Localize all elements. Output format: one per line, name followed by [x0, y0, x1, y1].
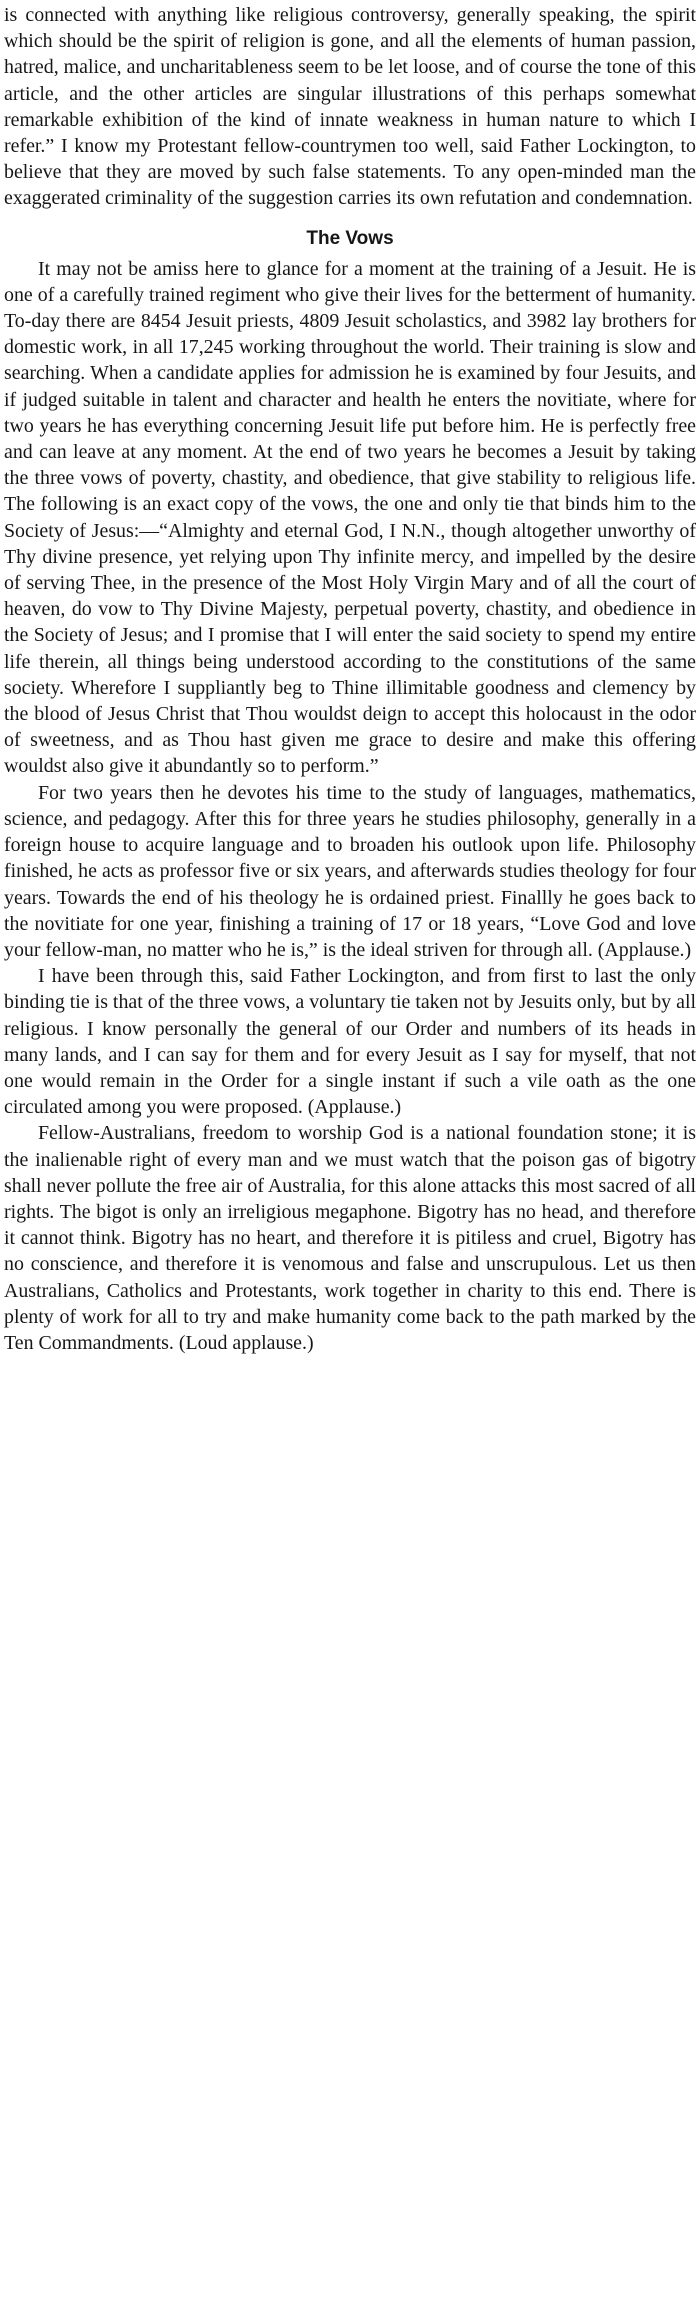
- paragraph-vows: It may not be amiss here to glance for a moment at the training of a Jesuit. He is one of a carefully trained regiment who give their lives for the betterment of humanity. To-day there are 8454 Jesuit priests, 4809 Jesuit scholastics, and 3982 lay brothers for domestic work, in all 17,245 working throughout the world. Their training is slow and searching. When a candidate applies for admission he is examined by four Jesuits, and if judged suitable in talent and character and health he enters the novitiate, where for two years he has everything concerning Jesuit life put before him. He is perfectly free and can leave at any moment. At the end of two years he becomes a Jesuit by taking the three vows of poverty, chastity, and obedience, that give stability to religious life. The following is an exact copy of the vows, the one and only tie that binds him to the Society of Jesus:—“Almighty and eternal God, I N.N., though altogether unworthy of Thy divine presence, yet relying upon Thy infinite mercy, and impelled by the desire of serving Thee, in the presence of the Most Holy Virgin Mary and of all the court of heaven, do vow to Thy Divine Majesty, perpetual poverty, chastity, and obedience in the Society of Jesus; and I promise that I will enter the said society to spend my entire life therein, all things being understood according to the constitutions of the same society. Wherefore I suppliantly beg to Thine illimitable goodness and clemency by the blood of Jesus Christ that Thou wouldst deign to accept this holocaust in the odor of sweetness, and as Thou hast given me grace to desire and make this offering wouldst also give it abundantly so to perform.”: [4, 257, 696, 778]
- paragraph-fellow-australians: Fellow-Australians, freedom to worship God is a national foundation stone; it is the inalienable right of every man and we must watch that the poison gas of bigotry shall never pollute the free air of Australia, for this alone attacks this most sacred of all rights. The bigot is only an irreligious megaphone. Bigotry has no head, and therefore it cannot think. Bigotry has no heart, and therefore it is pitiless and cruel, Bigotry has no conscience, and therefore it is venomous and false and unscrupulous. Let us then Australians, Catholics and Protestants, work together in charity to this end. There is plenty of work for all to try and make humanity come back to the path marked by the Ten Commandments. (Loud applause.): [4, 1122, 696, 1354]
- paragraph-opening: is connected with anything like religious controversy, generally speaking, the spirit which should be the spirit of religion is gone, and all the elements of human passion, hatred, malice, and uncharitableness seem to be let loose, and of course the tone of this article, and the other articles are singular illustrations of this perhaps somewhat remarkable exhibition of the kind of innate weakness in human nature to which I refer.” I know my Protestant fellow-countrymen too well, said Father Lockington, to believe that they are moved by such false statements. To any open-minded man the exaggerated criminality of the suggestion carries its own refutation and condemnation.: [4, 4, 696, 210]
- paragraph-training: For two years then he devotes his time to the study of languages, mathematics, science, and pedagogy. After this for three years he studies philosophy, generally in a foreign house to acquire language and to broaden his outlook upon life. Philosophy finished, he acts as professor five or six years, and afterwards studies theology for four years. Towards the end of his theology he is ordained priest. Finallly he goes back to the novitiate for one year, finishing a training of 17 or 18 years, “Love God and love your fellow-man, no matter who he is,” is the ideal striven for through all. (Applause.): [4, 781, 696, 961]
- paragraph-binding-tie: I have been through this, said Father Lockington, and from first to last the only binding tie is that of the three vows, a voluntary tie taken not by Jesuits only, but by all religious. I know personally the general of our Order and numbers of its heads in many lands, and I can say for them and for every Jesuit as I say for myself, that not one would remain in the Order for a single instant if such a vile oath as the one circulated among you were proposed. (Applause.): [4, 965, 696, 1119]
- section-heading: The Vows: [306, 227, 394, 249]
